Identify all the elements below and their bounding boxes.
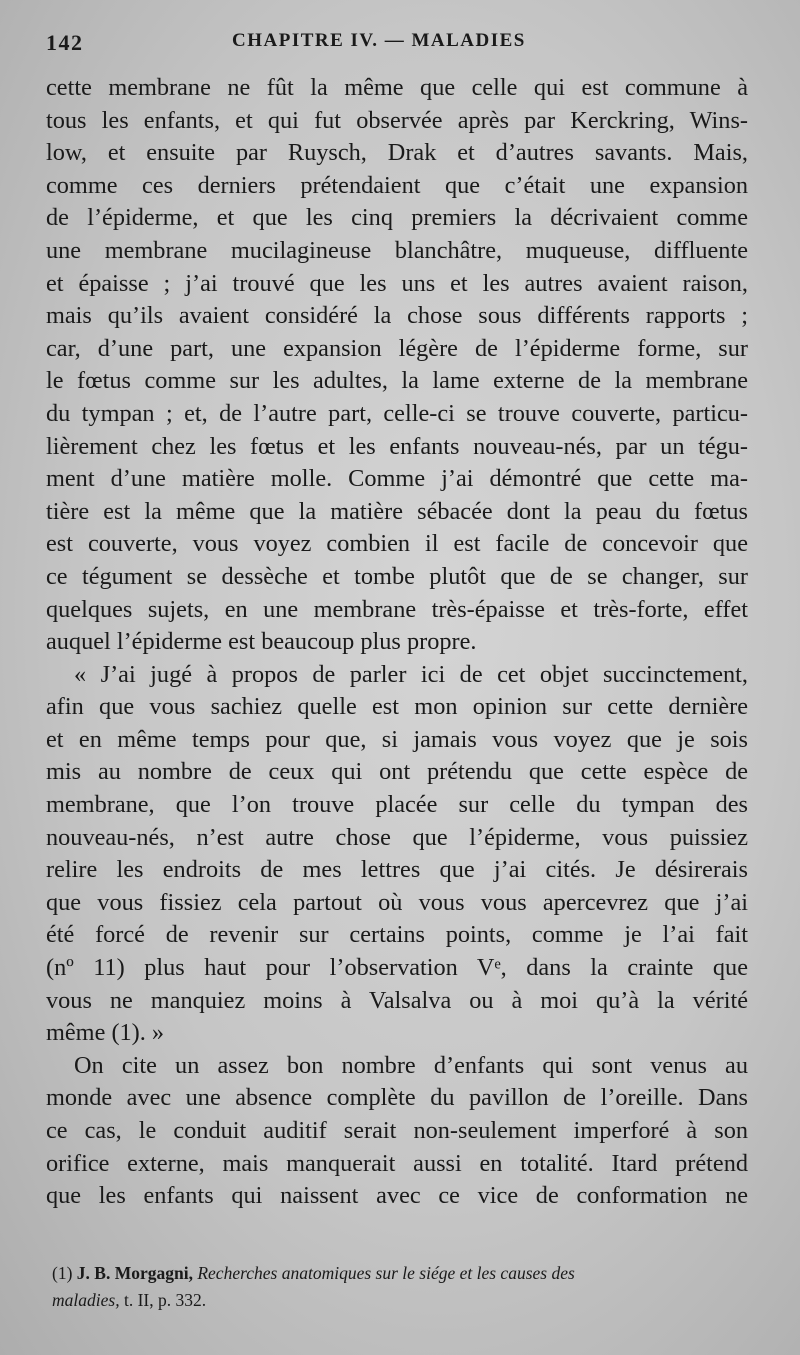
text-line: mais qu’ils avaient considéré la chose sous différents rapports ; xyxy=(46,302,748,330)
text-line: du tympan ; et, de l’autre part, celle-ci se trouve couverte, particu- xyxy=(46,399,748,427)
footnote xyxy=(52,1260,752,1314)
running-head xyxy=(46,22,748,62)
footnote-author: J. B. Morgagni, xyxy=(76,1263,193,1283)
text-line: même (1). » xyxy=(46,1019,165,1047)
text-line: car, d’une part, une expansion légère de l’épiderme forme, sur xyxy=(46,334,748,362)
text-line: comme ces derniers prétendaient que c’était une expansion xyxy=(46,171,748,199)
page-number: 142 xyxy=(46,30,84,55)
body-text xyxy=(46,72,748,1213)
footnote-work-title-cont: maladies, xyxy=(52,1290,120,1310)
text-line: le fœtus comme sur les adultes, la lame externe de la membrane xyxy=(46,367,748,395)
footnote-work-title: Recherches anatomiques sur le siége et les causes des xyxy=(197,1263,575,1283)
text-line: monde avec une absence complète du pavillon de l’oreille. Dans xyxy=(46,1084,748,1112)
text-line: nouveau-nés, n’est autre chose que l’épiderme, vous puissiez xyxy=(46,823,748,851)
text-line: ce tégument se dessèche et tombe plutôt que de se changer, sur xyxy=(46,562,748,590)
text-line: quelques sujets, en une membrane très-épaisse et très-forte, effet xyxy=(46,595,748,623)
text-line: tous les enfants, et qui fut observée après par Kerckring, Wins- xyxy=(46,106,748,134)
text-line: une membrane mucilagineuse blanchâtre, muqueuse, diffluente xyxy=(46,236,748,264)
footnote-reference: t. II, p. 332. xyxy=(123,1290,207,1310)
text-line: (nº 11) plus haut pour l’observation Vᵉ, dans la crainte que xyxy=(46,954,748,982)
text-line: « J’ai jugé à propos de parler ici de cet objet succinctement, xyxy=(74,660,748,688)
chapter-title: CHAPITRE IV. — MALADIES xyxy=(232,30,526,51)
text-line: cette membrane ne fût la même que celle qui est commune à xyxy=(46,74,748,101)
text-line: été forcé de revenir sur certains points, comme je l’ai fait xyxy=(46,921,748,949)
text-line: que vous fissiez cela partout où vous vous apercevrez que j’ai xyxy=(46,888,748,916)
text-line: auquel l’épiderme est beaucoup plus propre. xyxy=(46,628,477,656)
text-line: que les enfants qui naissent avec ce vice de conformation ne xyxy=(46,1182,748,1210)
footnote-line xyxy=(52,1287,752,1314)
text-line: et en même temps pour que, si jamais vous voyez que je sois xyxy=(46,725,748,753)
text-line: mis au nombre de ceux qui ont prétendu que cette espèce de xyxy=(46,758,748,786)
text-line: relire les endroits de mes lettres que j’ai cités. Je désirerais xyxy=(46,856,748,884)
text-line: est couverte, vous voyez combien il est facile de concevoir que xyxy=(46,530,748,558)
text-line: afin que vous sachiez quelle est mon opinion sur cette dernière xyxy=(46,693,748,721)
text-line: de l’épiderme, et que les cinq premiers la décrivaient comme xyxy=(46,204,748,232)
text-line: vous ne manquiez moins à Valsalva ou à moi qu’à la vérité xyxy=(46,986,748,1014)
text-line: orifice externe, mais manquerait aussi en totalité. Itard prétend xyxy=(46,1149,748,1177)
text-line: lièrement chez les fœtus et les enfants nouveau-nés, par un tégu- xyxy=(46,432,748,460)
text-line: ce cas, le conduit auditif serait non-seulement imperforé à son xyxy=(46,1117,748,1144)
text-line: tière est la même que la matière sébacée dont la peau du fœtus xyxy=(46,497,748,525)
footnote-line xyxy=(52,1260,752,1287)
text-line: ment d’une matière molle. Comme j’ai démontré que cette ma- xyxy=(46,465,748,493)
paragraph xyxy=(46,72,748,659)
quotation-paragraph xyxy=(46,659,748,1050)
text-line: low, et ensuite par Ruysch, Drak et d’autres savants. Mais, xyxy=(46,139,748,167)
text-line: On cite un assez bon nombre d’enfants qui sont venus au xyxy=(74,1051,748,1079)
text-line: membrane, que l’on trouve placée sur celle du tympan des xyxy=(46,791,748,819)
footnote-marker: (1) xyxy=(52,1263,73,1283)
text-line: et épaisse ; j’ai trouvé que les uns et les autres avaient raison, xyxy=(46,269,748,297)
paragraph xyxy=(46,1050,748,1213)
